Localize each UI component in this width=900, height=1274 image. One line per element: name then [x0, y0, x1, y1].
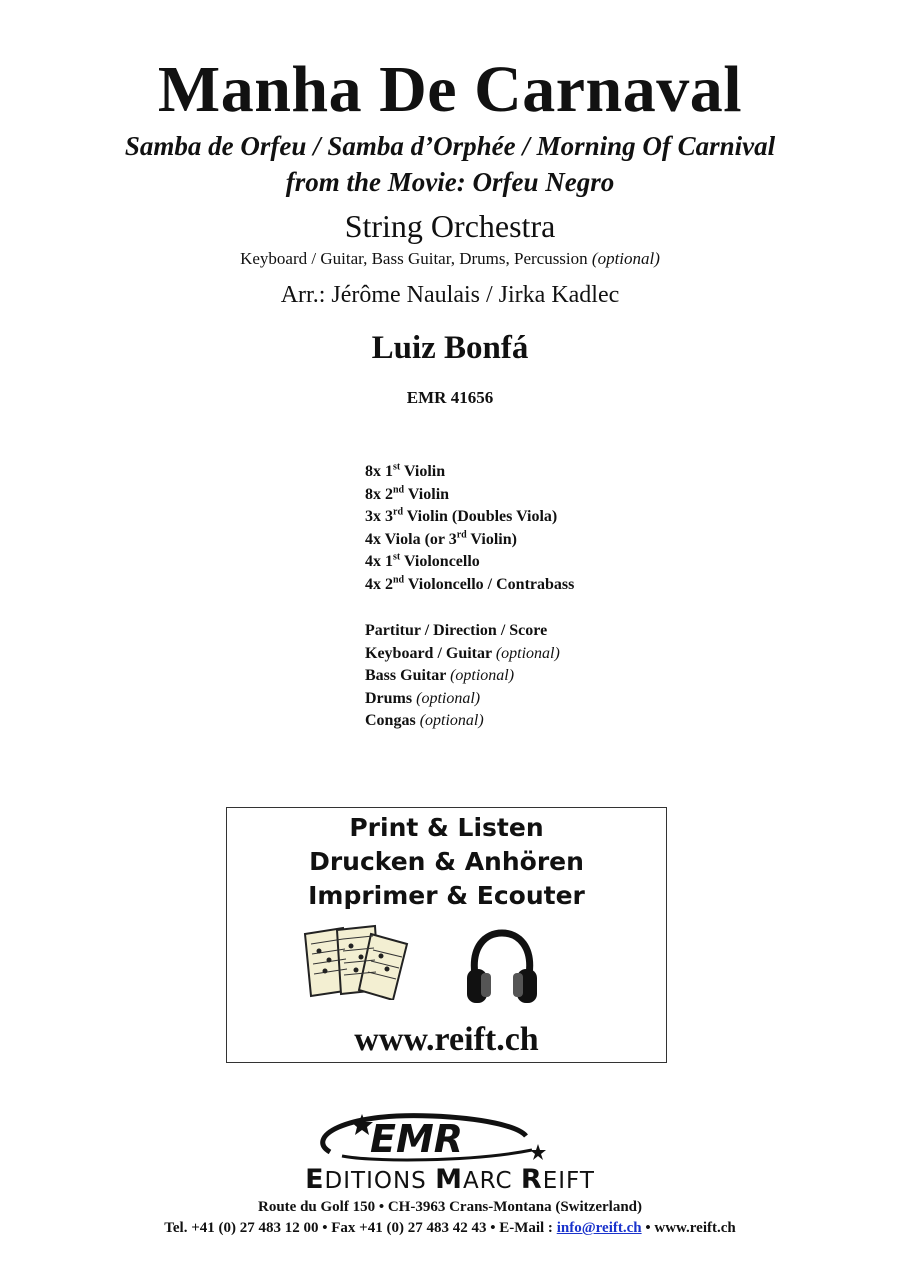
- part-item: 4x 2nd Violoncello / Contrabass: [365, 574, 575, 593]
- publisher-address: Route du Golf 150 • CH-3963 Crans-Montana (Switzerland): [258, 1199, 642, 1215]
- extra-parts-list: [365, 620, 560, 733]
- part-item: 8x 1st Violin: [365, 461, 446, 480]
- email-link[interactable]: info@reift.ch: [556, 1220, 642, 1236]
- part-item: 4x Viola (or 3rd Violin): [365, 529, 517, 548]
- emr-logo: [312, 1108, 552, 1164]
- subtitle: [0, 128, 900, 200]
- extra-score: Partitur / Direction / Score: [365, 622, 548, 639]
- arranger: Arr.: Jérôme Naulais / Jirka Kadlec: [280, 282, 620, 308]
- instrumentation: [0, 249, 900, 269]
- piece-title: Manha De Carnaval: [157, 53, 743, 126]
- composer: Luiz Bonfá: [371, 330, 529, 366]
- contact-phone-fax: Tel. +41 (0) 27 483 12 00 • Fax +41 (0) 27 483 42 43 • E-Mail :: [164, 1220, 557, 1236]
- extra-congas: Congas (optional): [365, 712, 484, 730]
- part-item: 4x 1st Violoncello: [365, 552, 480, 571]
- publisher-name: EDITIONS MARC REIFT: [305, 1164, 595, 1195]
- catalog-number: EMR 41656: [406, 388, 494, 407]
- part-item: 3x 3rd Violin (Doubles Viola): [365, 506, 558, 526]
- extra-bass: Bass Guitar (optional): [365, 667, 515, 685]
- promo-line-2: Drucken & Anhören: [309, 847, 584, 876]
- subtitle-line-2: from the Movie: Orfeu Negro: [285, 167, 615, 197]
- headphones-icon: [465, 927, 539, 1007]
- promo-line-3: Imprimer & Ecouter: [308, 881, 585, 910]
- contact-web: • www.reift.ch: [641, 1220, 736, 1236]
- string-parts-list: [365, 461, 574, 597]
- ensemble: String Orchestra: [344, 208, 556, 244]
- print-listen-box: [226, 807, 667, 1063]
- publisher-contact: [0, 1220, 900, 1237]
- promo-url[interactable]: www.reift.ch: [354, 1021, 539, 1058]
- subtitle-line-1: Samba de Orfeu / Samba d’Orphée / Morning Of Carnival: [124, 131, 776, 161]
- logo-text: EMR: [370, 1117, 464, 1161]
- extra-drums: Drums (optional): [365, 689, 481, 707]
- instrumentation-optional: (optional): [591, 249, 660, 268]
- part-item: 8x 2nd Violin: [365, 484, 450, 503]
- extra-keyboard: Keyboard / Guitar (optional): [365, 644, 560, 662]
- sheet-music-icon: [301, 924, 413, 1000]
- promo-line-1: Print & Listen: [349, 813, 544, 842]
- instrumentation-text: Keyboard / Guitar, Bass Guitar, Drums, Percussion: [240, 249, 588, 268]
